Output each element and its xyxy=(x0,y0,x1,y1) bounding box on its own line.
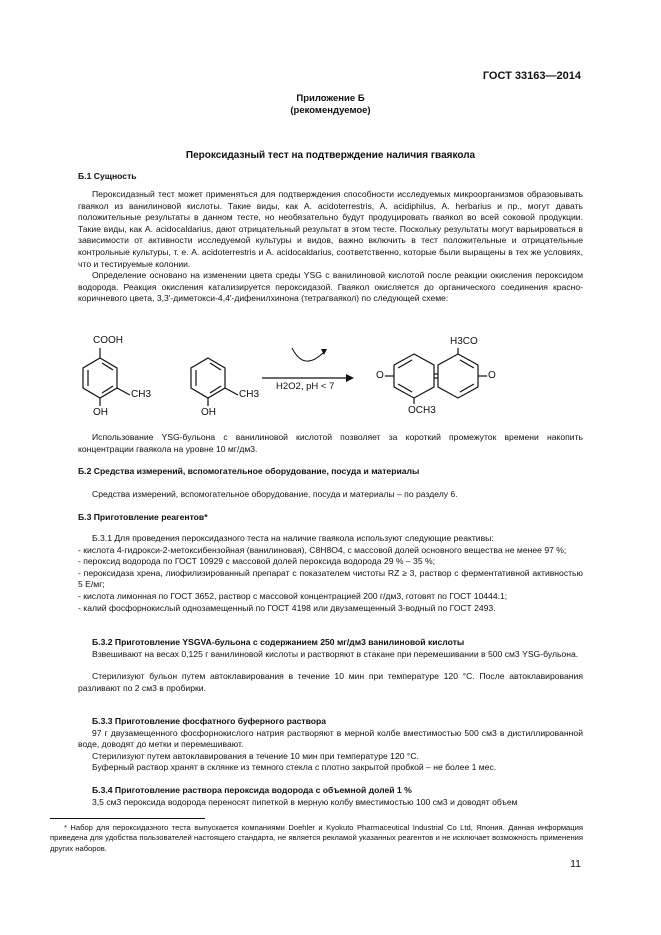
appendix-status: (рекомендуемое) xyxy=(290,105,371,116)
b34-title: Б.3.4 Приготовление раствора пероксида водорода с объемной долей 1 % xyxy=(92,785,412,795)
footnote xyxy=(50,823,583,854)
och3-label: OCH3 xyxy=(408,405,436,416)
b1-paragraph-2: Определение основано на изменении цвета среды YSG с ванилиновой кислотой после реакции окисления пероксидом водорода. Реакция окисления катализируется пероксидазой. Гваякол окисляется до органического соединения красно-коричневого цвета, 3,3′-диметокси-4,4′-дифенилхинона (тетрагваякол) по следующей схеме: xyxy=(78,270,583,304)
appendix-heading: Пероксидазный тест на подтверждение наличия гваякола xyxy=(185,150,476,161)
oh-label-guaiacol: OH xyxy=(201,407,216,418)
section-b32 xyxy=(78,637,583,694)
reaction-condition: H2O2, pH < 7 xyxy=(276,381,335,392)
reagent-item: - пероксид водорода по ГОСТ 10929 с массовой долей пероксида водорода 29 % – 35 %; xyxy=(78,556,436,567)
section-b33 xyxy=(78,716,583,774)
page-number: 11 xyxy=(570,858,581,870)
reaction-arrow-head xyxy=(346,374,354,382)
section-b2-title: Б.2 Средства измерений, вспомогательное оборудование, посуда и материалы xyxy=(78,466,420,476)
reagent-item: - кислота лимонная по ГОСТ 3652, раствор с массовой концентрацией 200 г/дм3, готовят по ГОСТ 10444.1; xyxy=(78,590,508,601)
reagent-item: - пероксидаза хрена, лиофилизированный препарат с показателем чистоты RZ ≥ 3, раствор с ферментативной активностью 5 Е/мг; xyxy=(78,567,583,590)
standard-number: ГОСТ 33163—2014 xyxy=(482,70,581,82)
b32-paragraph-2: Стерилизуют бульон путем автоклавирования в течение 10 мин при температуре 120 °С. После автоклавирования разливают по 2 см3 в пробирки. xyxy=(78,671,583,693)
b2-text: Средства измерений, вспомогательное оборудование, посуда и материалы – по разделу 6. xyxy=(92,489,458,499)
section-b1-title: Б.1 Сущность xyxy=(78,171,137,181)
oxygen-right-label: O xyxy=(488,370,496,381)
b33-title: Б.3.3 Приготовление фосфатного буферного раствора xyxy=(92,716,327,726)
section-b2-body xyxy=(78,489,583,501)
ch3-label-guaiacol: CH3 xyxy=(239,389,260,400)
b1-paragraph-1: Пероксидазный тест может применяться для подтверждения способности исследуемых микроорганизмов образовывать гваякол из ванилиновой кислоты. Такие виды, как A. acidoterrestris, A. acidiphilus, A. herbarius и пр., могут давать положительные результаты в данном тесте, но необязательно будут продуцировать гваякол во всей соковой продукции. Такие виды, как A. acidocaldarius, дают отрицательный результат в этом тесте. Поскольку результаты могут варьироваться в зависимости от активности исследуемой культуры и видов, важно включить в тест положительные и отрицательные контрольные культуры, т. е. A. acidoterrestris и A. acidocaldarius, соответственно, которые были выращены в тех же условиях, что и тестируемые колонии. xyxy=(78,189,583,269)
b31-intro: Б.3.1 Для проведения пероксидазного теста на наличие гваякола используют следующие реактивы: xyxy=(92,533,494,543)
footnote-text: * Набор для пероксидазного теста выпускается компаниями Doehler и Kyokuto Pharmaceutical Industrial Co Ltd, Япония. Данная информация приведена для удобства пользователей настоящего стандарта, не является рекламой указанных реагентов и не исключает возможность применения других наборов. xyxy=(50,823,583,853)
section-b3-body xyxy=(78,533,583,614)
b32-title: Б.3.2 Приготовление YSGVA-бульона с содержанием 250 мг/дм3 ванилиновой кислоты xyxy=(92,637,465,647)
section-b3-title: Б.3 Приготовление реагентов* xyxy=(78,512,208,522)
reagent-item: - кислота 4-гидрокси-2-метоксибензойная (ванилиновая), C8H8O4, с массовой долей основного вещества не менее 97 %; xyxy=(78,544,567,555)
b33-paragraph-3: Буферный раствор хранят в склянке из темного стекла с плотно закрытой пробкой – не более 1 мес. xyxy=(92,762,497,773)
b33-paragraph-1: 97 г двузамещенного фосфорнокислого натрия растворяют в мерной колбе вместимостью 500 см3 в дистиллированной воде, доводят до метки и перемешивают. xyxy=(78,727,583,750)
oxygen-left-label: O xyxy=(376,370,384,381)
b33-paragraph-2: Стерилизуют путем автоклавирования в течение 10 мин при температуре 120 °С. xyxy=(92,750,419,761)
b34-paragraph-1: 3,5 см3 пероксида водорода переносят пипеткой в мерную колбу вместимостью 100 см3 и доводят объем xyxy=(92,796,518,807)
footnote-divider xyxy=(50,818,205,819)
reagent-item: - калий фосфорнокислый однозамещенный по ГОСТ 4198 или двузамещенный 3-водный по ГОСТ 2493. xyxy=(78,602,496,613)
b1-paragraph-3: Использование YSG-бульона с ванилиновой кислотой позволяет за короткий промежуток времени накопить концентрации гваякола на уровне 10 мг/дм3. xyxy=(78,432,583,454)
ch3-label: CH3 xyxy=(131,389,152,400)
h3co-label: H3CO xyxy=(450,336,478,347)
cooh-label: COOH xyxy=(93,335,123,346)
appendix-label: Приложение Б xyxy=(296,93,365,104)
b32-paragraph-1: Взвешивают на весах 0,125 г ванилиновой кислоты и растворяют в стакане при перемешивании в 500 см3 YSG-бульона. xyxy=(92,648,579,659)
section-b1-body xyxy=(78,189,583,305)
reaction-scheme xyxy=(78,336,583,428)
b1-paragraph-3-block xyxy=(78,432,583,455)
catalyst-curved-arrow xyxy=(292,348,324,361)
oh-label: OH xyxy=(93,407,108,418)
appendix-title xyxy=(0,93,661,117)
section-b34 xyxy=(78,785,583,808)
